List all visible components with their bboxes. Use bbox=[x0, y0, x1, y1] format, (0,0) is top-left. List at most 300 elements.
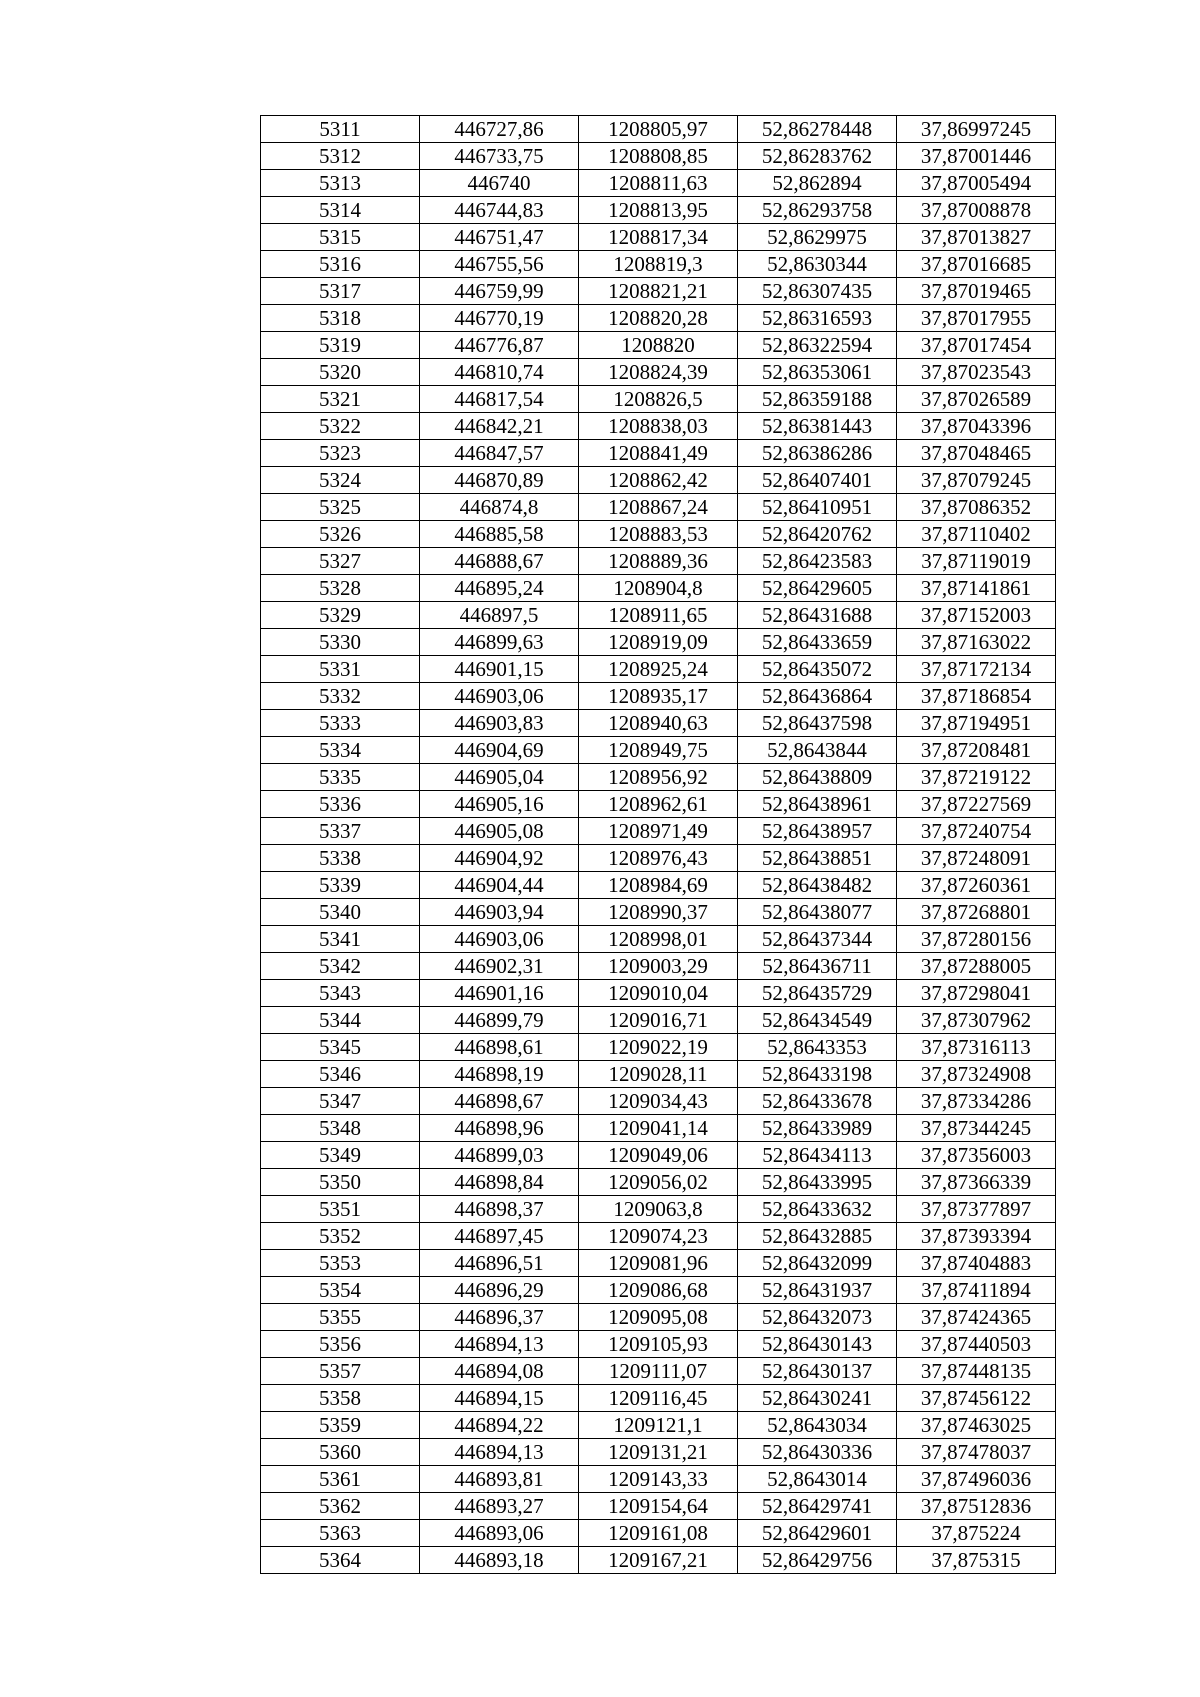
y-coordinate-cell: 1209161,08 bbox=[579, 1520, 738, 1547]
table-row bbox=[261, 845, 1056, 872]
longitude-cell: 37,87496036 bbox=[897, 1466, 1056, 1493]
latitude-cell: 52,86438077 bbox=[738, 899, 897, 926]
x-coordinate-cell: 446903,06 bbox=[420, 683, 579, 710]
latitude-cell: 52,86438961 bbox=[738, 791, 897, 818]
point-number-cell: 5360 bbox=[261, 1439, 420, 1466]
table-row bbox=[261, 899, 1056, 926]
longitude-cell: 37,86997245 bbox=[897, 116, 1056, 143]
x-coordinate-cell: 446903,06 bbox=[420, 926, 579, 953]
y-coordinate-cell: 1208808,85 bbox=[579, 143, 738, 170]
longitude-cell: 37,87393394 bbox=[897, 1223, 1056, 1250]
longitude-cell: 37,87463025 bbox=[897, 1412, 1056, 1439]
latitude-cell: 52,86430143 bbox=[738, 1331, 897, 1358]
y-coordinate-cell: 1209121,1 bbox=[579, 1412, 738, 1439]
x-coordinate-cell: 446893,18 bbox=[420, 1547, 579, 1574]
table-row bbox=[261, 467, 1056, 494]
y-coordinate-cell: 1209056,02 bbox=[579, 1169, 738, 1196]
longitude-cell: 37,87016685 bbox=[897, 251, 1056, 278]
table-row bbox=[261, 1007, 1056, 1034]
point-number-cell: 5332 bbox=[261, 683, 420, 710]
point-number-cell: 5357 bbox=[261, 1358, 420, 1385]
table-row bbox=[261, 494, 1056, 521]
point-number-cell: 5358 bbox=[261, 1385, 420, 1412]
y-coordinate-cell: 1209010,04 bbox=[579, 980, 738, 1007]
y-coordinate-cell: 1208904,8 bbox=[579, 575, 738, 602]
x-coordinate-cell: 446894,13 bbox=[420, 1331, 579, 1358]
table-row bbox=[261, 251, 1056, 278]
x-coordinate-cell: 446898,67 bbox=[420, 1088, 579, 1115]
table-row bbox=[261, 386, 1056, 413]
x-coordinate-cell: 446898,37 bbox=[420, 1196, 579, 1223]
x-coordinate-cell: 446888,67 bbox=[420, 548, 579, 575]
y-coordinate-cell: 1209074,23 bbox=[579, 1223, 738, 1250]
point-number-cell: 5311 bbox=[261, 116, 420, 143]
latitude-cell: 52,86437344 bbox=[738, 926, 897, 953]
point-number-cell: 5323 bbox=[261, 440, 420, 467]
x-coordinate-cell: 446744,83 bbox=[420, 197, 579, 224]
x-coordinate-cell: 446770,19 bbox=[420, 305, 579, 332]
point-number-cell: 5347 bbox=[261, 1088, 420, 1115]
longitude-cell: 37,87307962 bbox=[897, 1007, 1056, 1034]
longitude-cell: 37,87356003 bbox=[897, 1142, 1056, 1169]
longitude-cell: 37,87141861 bbox=[897, 575, 1056, 602]
y-coordinate-cell: 1209022,19 bbox=[579, 1034, 738, 1061]
latitude-cell: 52,86435729 bbox=[738, 980, 897, 1007]
table-row bbox=[261, 224, 1056, 251]
table-row bbox=[261, 629, 1056, 656]
latitude-cell: 52,8643034 bbox=[738, 1412, 897, 1439]
table-row bbox=[261, 1385, 1056, 1412]
latitude-cell: 52,86438482 bbox=[738, 872, 897, 899]
table-row bbox=[261, 737, 1056, 764]
y-coordinate-cell: 1208883,53 bbox=[579, 521, 738, 548]
y-coordinate-cell: 1208976,43 bbox=[579, 845, 738, 872]
y-coordinate-cell: 1209105,93 bbox=[579, 1331, 738, 1358]
latitude-cell: 52,8643014 bbox=[738, 1466, 897, 1493]
table-row bbox=[261, 602, 1056, 629]
table-row bbox=[261, 953, 1056, 980]
y-coordinate-cell: 1208984,69 bbox=[579, 872, 738, 899]
point-number-cell: 5324 bbox=[261, 467, 420, 494]
x-coordinate-cell: 446885,58 bbox=[420, 521, 579, 548]
y-coordinate-cell: 1209131,21 bbox=[579, 1439, 738, 1466]
x-coordinate-cell: 446901,16 bbox=[420, 980, 579, 1007]
y-coordinate-cell: 1209167,21 bbox=[579, 1547, 738, 1574]
x-coordinate-cell: 446899,03 bbox=[420, 1142, 579, 1169]
point-number-cell: 5327 bbox=[261, 548, 420, 575]
latitude-cell: 52,86432073 bbox=[738, 1304, 897, 1331]
x-coordinate-cell: 446904,92 bbox=[420, 845, 579, 872]
longitude-cell: 37,87119019 bbox=[897, 548, 1056, 575]
point-number-cell: 5363 bbox=[261, 1520, 420, 1547]
table-row bbox=[261, 1331, 1056, 1358]
table-row bbox=[261, 116, 1056, 143]
x-coordinate-cell: 446847,57 bbox=[420, 440, 579, 467]
point-number-cell: 5349 bbox=[261, 1142, 420, 1169]
point-number-cell: 5330 bbox=[261, 629, 420, 656]
point-number-cell: 5341 bbox=[261, 926, 420, 953]
point-number-cell: 5343 bbox=[261, 980, 420, 1007]
point-number-cell: 5314 bbox=[261, 197, 420, 224]
table-row bbox=[261, 1088, 1056, 1115]
table-row bbox=[261, 278, 1056, 305]
longitude-cell: 37,87404883 bbox=[897, 1250, 1056, 1277]
longitude-cell: 37,87048465 bbox=[897, 440, 1056, 467]
longitude-cell: 37,87208481 bbox=[897, 737, 1056, 764]
latitude-cell: 52,862894 bbox=[738, 170, 897, 197]
point-number-cell: 5359 bbox=[261, 1412, 420, 1439]
table-row bbox=[261, 764, 1056, 791]
latitude-cell: 52,86435072 bbox=[738, 656, 897, 683]
longitude-cell: 37,87219122 bbox=[897, 764, 1056, 791]
longitude-cell: 37,87001446 bbox=[897, 143, 1056, 170]
table-row bbox=[261, 1061, 1056, 1088]
x-coordinate-cell: 446896,29 bbox=[420, 1277, 579, 1304]
point-number-cell: 5331 bbox=[261, 656, 420, 683]
y-coordinate-cell: 1209086,68 bbox=[579, 1277, 738, 1304]
x-coordinate-cell: 446905,08 bbox=[420, 818, 579, 845]
latitude-cell: 52,86433198 bbox=[738, 1061, 897, 1088]
y-coordinate-cell: 1208811,63 bbox=[579, 170, 738, 197]
point-number-cell: 5321 bbox=[261, 386, 420, 413]
latitude-cell: 52,8629975 bbox=[738, 224, 897, 251]
table-row bbox=[261, 872, 1056, 899]
latitude-cell: 52,86430137 bbox=[738, 1358, 897, 1385]
x-coordinate-cell: 446733,75 bbox=[420, 143, 579, 170]
longitude-cell: 37,87186854 bbox=[897, 683, 1056, 710]
table-row bbox=[261, 1439, 1056, 1466]
x-coordinate-cell: 446894,13 bbox=[420, 1439, 579, 1466]
point-number-cell: 5340 bbox=[261, 899, 420, 926]
table-row bbox=[261, 683, 1056, 710]
latitude-cell: 52,86430336 bbox=[738, 1439, 897, 1466]
point-number-cell: 5334 bbox=[261, 737, 420, 764]
longitude-cell: 37,87079245 bbox=[897, 467, 1056, 494]
table-row bbox=[261, 1466, 1056, 1493]
point-number-cell: 5315 bbox=[261, 224, 420, 251]
x-coordinate-cell: 446905,16 bbox=[420, 791, 579, 818]
longitude-cell: 37,87280156 bbox=[897, 926, 1056, 953]
latitude-cell: 52,86431688 bbox=[738, 602, 897, 629]
latitude-cell: 52,86437598 bbox=[738, 710, 897, 737]
x-coordinate-cell: 446897,45 bbox=[420, 1223, 579, 1250]
latitude-cell: 52,86432099 bbox=[738, 1250, 897, 1277]
table-row bbox=[261, 1196, 1056, 1223]
x-coordinate-cell: 446898,61 bbox=[420, 1034, 579, 1061]
latitude-cell: 52,86386286 bbox=[738, 440, 897, 467]
point-number-cell: 5355 bbox=[261, 1304, 420, 1331]
longitude-cell: 37,875315 bbox=[897, 1547, 1056, 1574]
longitude-cell: 37,87005494 bbox=[897, 170, 1056, 197]
longitude-cell: 37,87448135 bbox=[897, 1358, 1056, 1385]
x-coordinate-cell: 446727,86 bbox=[420, 116, 579, 143]
x-coordinate-cell: 446755,56 bbox=[420, 251, 579, 278]
point-number-cell: 5328 bbox=[261, 575, 420, 602]
y-coordinate-cell: 1209041,14 bbox=[579, 1115, 738, 1142]
table-row bbox=[261, 1250, 1056, 1277]
point-number-cell: 5362 bbox=[261, 1493, 420, 1520]
latitude-cell: 52,86432885 bbox=[738, 1223, 897, 1250]
table-row bbox=[261, 1520, 1056, 1547]
table-row bbox=[261, 1304, 1056, 1331]
y-coordinate-cell: 1209016,71 bbox=[579, 1007, 738, 1034]
point-number-cell: 5336 bbox=[261, 791, 420, 818]
latitude-cell: 52,86431937 bbox=[738, 1277, 897, 1304]
point-number-cell: 5318 bbox=[261, 305, 420, 332]
latitude-cell: 52,86429605 bbox=[738, 575, 897, 602]
y-coordinate-cell: 1209049,06 bbox=[579, 1142, 738, 1169]
x-coordinate-cell: 446903,83 bbox=[420, 710, 579, 737]
table-body bbox=[261, 116, 1056, 1574]
x-coordinate-cell: 446874,8 bbox=[420, 494, 579, 521]
y-coordinate-cell: 1208956,92 bbox=[579, 764, 738, 791]
latitude-cell: 52,86353061 bbox=[738, 359, 897, 386]
y-coordinate-cell: 1209034,43 bbox=[579, 1088, 738, 1115]
longitude-cell: 37,87324908 bbox=[897, 1061, 1056, 1088]
x-coordinate-cell: 446740 bbox=[420, 170, 579, 197]
table-row bbox=[261, 1169, 1056, 1196]
table-row bbox=[261, 548, 1056, 575]
x-coordinate-cell: 446893,81 bbox=[420, 1466, 579, 1493]
table-row bbox=[261, 332, 1056, 359]
latitude-cell: 52,86438809 bbox=[738, 764, 897, 791]
table-row bbox=[261, 791, 1056, 818]
x-coordinate-cell: 446904,44 bbox=[420, 872, 579, 899]
y-coordinate-cell: 1209154,64 bbox=[579, 1493, 738, 1520]
x-coordinate-cell: 446897,5 bbox=[420, 602, 579, 629]
longitude-cell: 37,87086352 bbox=[897, 494, 1056, 521]
table-row bbox=[261, 1142, 1056, 1169]
y-coordinate-cell: 1208820 bbox=[579, 332, 738, 359]
latitude-cell: 52,86407401 bbox=[738, 467, 897, 494]
longitude-cell: 37,87260361 bbox=[897, 872, 1056, 899]
y-coordinate-cell: 1208940,63 bbox=[579, 710, 738, 737]
latitude-cell: 52,86420762 bbox=[738, 521, 897, 548]
y-coordinate-cell: 1208911,65 bbox=[579, 602, 738, 629]
latitude-cell: 52,86433632 bbox=[738, 1196, 897, 1223]
y-coordinate-cell: 1208862,42 bbox=[579, 467, 738, 494]
point-number-cell: 5354 bbox=[261, 1277, 420, 1304]
longitude-cell: 37,87268801 bbox=[897, 899, 1056, 926]
point-number-cell: 5345 bbox=[261, 1034, 420, 1061]
x-coordinate-cell: 446896,37 bbox=[420, 1304, 579, 1331]
point-number-cell: 5353 bbox=[261, 1250, 420, 1277]
y-coordinate-cell: 1208962,61 bbox=[579, 791, 738, 818]
y-coordinate-cell: 1209028,11 bbox=[579, 1061, 738, 1088]
x-coordinate-cell: 446903,94 bbox=[420, 899, 579, 926]
longitude-cell: 37,87240754 bbox=[897, 818, 1056, 845]
point-number-cell: 5356 bbox=[261, 1331, 420, 1358]
y-coordinate-cell: 1208867,24 bbox=[579, 494, 738, 521]
table-row bbox=[261, 1277, 1056, 1304]
x-coordinate-cell: 446776,87 bbox=[420, 332, 579, 359]
y-coordinate-cell: 1208998,01 bbox=[579, 926, 738, 953]
latitude-cell: 52,86436711 bbox=[738, 953, 897, 980]
longitude-cell: 37,87366339 bbox=[897, 1169, 1056, 1196]
latitude-cell: 52,86322594 bbox=[738, 332, 897, 359]
point-number-cell: 5346 bbox=[261, 1061, 420, 1088]
point-number-cell: 5337 bbox=[261, 818, 420, 845]
point-number-cell: 5338 bbox=[261, 845, 420, 872]
x-coordinate-cell: 446751,47 bbox=[420, 224, 579, 251]
latitude-cell: 52,86278448 bbox=[738, 116, 897, 143]
table-row bbox=[261, 926, 1056, 953]
table-row bbox=[261, 170, 1056, 197]
table-row bbox=[261, 1034, 1056, 1061]
point-number-cell: 5326 bbox=[261, 521, 420, 548]
point-number-cell: 5320 bbox=[261, 359, 420, 386]
latitude-cell: 52,86434549 bbox=[738, 1007, 897, 1034]
y-coordinate-cell: 1209095,08 bbox=[579, 1304, 738, 1331]
longitude-cell: 37,87248091 bbox=[897, 845, 1056, 872]
table-row bbox=[261, 305, 1056, 332]
point-number-cell: 5313 bbox=[261, 170, 420, 197]
latitude-cell: 52,86293758 bbox=[738, 197, 897, 224]
y-coordinate-cell: 1208971,49 bbox=[579, 818, 738, 845]
longitude-cell: 37,87316113 bbox=[897, 1034, 1056, 1061]
x-coordinate-cell: 446817,54 bbox=[420, 386, 579, 413]
point-number-cell: 5351 bbox=[261, 1196, 420, 1223]
y-coordinate-cell: 1208821,21 bbox=[579, 278, 738, 305]
longitude-cell: 37,87013827 bbox=[897, 224, 1056, 251]
x-coordinate-cell: 446759,99 bbox=[420, 278, 579, 305]
table-row bbox=[261, 143, 1056, 170]
latitude-cell: 52,86423583 bbox=[738, 548, 897, 575]
longitude-cell: 37,87017955 bbox=[897, 305, 1056, 332]
point-number-cell: 5325 bbox=[261, 494, 420, 521]
point-number-cell: 5333 bbox=[261, 710, 420, 737]
y-coordinate-cell: 1209111,07 bbox=[579, 1358, 738, 1385]
x-coordinate-cell: 446894,22 bbox=[420, 1412, 579, 1439]
longitude-cell: 37,87334286 bbox=[897, 1088, 1056, 1115]
point-number-cell: 5322 bbox=[261, 413, 420, 440]
longitude-cell: 37,87227569 bbox=[897, 791, 1056, 818]
longitude-cell: 37,87411894 bbox=[897, 1277, 1056, 1304]
longitude-cell: 37,87008878 bbox=[897, 197, 1056, 224]
latitude-cell: 52,86433989 bbox=[738, 1115, 897, 1142]
table-row bbox=[261, 1115, 1056, 1142]
longitude-cell: 37,87298041 bbox=[897, 980, 1056, 1007]
y-coordinate-cell: 1208817,34 bbox=[579, 224, 738, 251]
point-number-cell: 5348 bbox=[261, 1115, 420, 1142]
latitude-cell: 52,86316593 bbox=[738, 305, 897, 332]
x-coordinate-cell: 446894,15 bbox=[420, 1385, 579, 1412]
longitude-cell: 37,87043396 bbox=[897, 413, 1056, 440]
table-row bbox=[261, 1493, 1056, 1520]
latitude-cell: 52,86433678 bbox=[738, 1088, 897, 1115]
point-number-cell: 5344 bbox=[261, 1007, 420, 1034]
table-row bbox=[261, 359, 1056, 386]
point-number-cell: 5329 bbox=[261, 602, 420, 629]
latitude-cell: 52,86433995 bbox=[738, 1169, 897, 1196]
longitude-cell: 37,87110402 bbox=[897, 521, 1056, 548]
y-coordinate-cell: 1208813,95 bbox=[579, 197, 738, 224]
longitude-cell: 37,875224 bbox=[897, 1520, 1056, 1547]
latitude-cell: 52,8643353 bbox=[738, 1034, 897, 1061]
x-coordinate-cell: 446870,89 bbox=[420, 467, 579, 494]
x-coordinate-cell: 446899,79 bbox=[420, 1007, 579, 1034]
latitude-cell: 52,86307435 bbox=[738, 278, 897, 305]
x-coordinate-cell: 446894,08 bbox=[420, 1358, 579, 1385]
y-coordinate-cell: 1209143,33 bbox=[579, 1466, 738, 1493]
table-row bbox=[261, 575, 1056, 602]
table-row bbox=[261, 197, 1056, 224]
longitude-cell: 37,87152003 bbox=[897, 602, 1056, 629]
table-row bbox=[261, 980, 1056, 1007]
coordinates-table bbox=[260, 115, 1056, 1574]
y-coordinate-cell: 1208949,75 bbox=[579, 737, 738, 764]
latitude-cell: 52,86359188 bbox=[738, 386, 897, 413]
point-number-cell: 5316 bbox=[261, 251, 420, 278]
point-number-cell: 5350 bbox=[261, 1169, 420, 1196]
longitude-cell: 37,87288005 bbox=[897, 953, 1056, 980]
longitude-cell: 37,87512836 bbox=[897, 1493, 1056, 1520]
latitude-cell: 52,8630344 bbox=[738, 251, 897, 278]
point-number-cell: 5319 bbox=[261, 332, 420, 359]
latitude-cell: 52,86434113 bbox=[738, 1142, 897, 1169]
y-coordinate-cell: 1208805,97 bbox=[579, 116, 738, 143]
longitude-cell: 37,87023543 bbox=[897, 359, 1056, 386]
longitude-cell: 37,87456122 bbox=[897, 1385, 1056, 1412]
x-coordinate-cell: 446895,24 bbox=[420, 575, 579, 602]
table-row bbox=[261, 1412, 1056, 1439]
latitude-cell: 52,86381443 bbox=[738, 413, 897, 440]
longitude-cell: 37,87424365 bbox=[897, 1304, 1056, 1331]
y-coordinate-cell: 1209003,29 bbox=[579, 953, 738, 980]
y-coordinate-cell: 1208919,09 bbox=[579, 629, 738, 656]
y-coordinate-cell: 1208990,37 bbox=[579, 899, 738, 926]
x-coordinate-cell: 446899,63 bbox=[420, 629, 579, 656]
latitude-cell: 52,86438957 bbox=[738, 818, 897, 845]
latitude-cell: 52,86433659 bbox=[738, 629, 897, 656]
point-number-cell: 5312 bbox=[261, 143, 420, 170]
longitude-cell: 37,87478037 bbox=[897, 1439, 1056, 1466]
longitude-cell: 37,87440503 bbox=[897, 1331, 1056, 1358]
x-coordinate-cell: 446898,84 bbox=[420, 1169, 579, 1196]
x-coordinate-cell: 446905,04 bbox=[420, 764, 579, 791]
longitude-cell: 37,87026589 bbox=[897, 386, 1056, 413]
y-coordinate-cell: 1208925,24 bbox=[579, 656, 738, 683]
latitude-cell: 52,86436864 bbox=[738, 683, 897, 710]
latitude-cell: 52,8643844 bbox=[738, 737, 897, 764]
y-coordinate-cell: 1208838,03 bbox=[579, 413, 738, 440]
table-row bbox=[261, 1358, 1056, 1385]
y-coordinate-cell: 1208824,39 bbox=[579, 359, 738, 386]
x-coordinate-cell: 446896,51 bbox=[420, 1250, 579, 1277]
longitude-cell: 37,87019465 bbox=[897, 278, 1056, 305]
point-number-cell: 5339 bbox=[261, 872, 420, 899]
table-row bbox=[261, 656, 1056, 683]
latitude-cell: 52,86429756 bbox=[738, 1547, 897, 1574]
x-coordinate-cell: 446898,96 bbox=[420, 1115, 579, 1142]
point-number-cell: 5364 bbox=[261, 1547, 420, 1574]
point-number-cell: 5317 bbox=[261, 278, 420, 305]
latitude-cell: 52,86429601 bbox=[738, 1520, 897, 1547]
latitude-cell: 52,86430241 bbox=[738, 1385, 897, 1412]
longitude-cell: 37,87344245 bbox=[897, 1115, 1056, 1142]
longitude-cell: 37,87377897 bbox=[897, 1196, 1056, 1223]
y-coordinate-cell: 1209116,45 bbox=[579, 1385, 738, 1412]
point-number-cell: 5342 bbox=[261, 953, 420, 980]
y-coordinate-cell: 1208820,28 bbox=[579, 305, 738, 332]
y-coordinate-cell: 1208826,5 bbox=[579, 386, 738, 413]
longitude-cell: 37,87172134 bbox=[897, 656, 1056, 683]
table-row bbox=[261, 818, 1056, 845]
longitude-cell: 37,87163022 bbox=[897, 629, 1056, 656]
y-coordinate-cell: 1208935,17 bbox=[579, 683, 738, 710]
table-row bbox=[261, 1223, 1056, 1250]
latitude-cell: 52,86410951 bbox=[738, 494, 897, 521]
